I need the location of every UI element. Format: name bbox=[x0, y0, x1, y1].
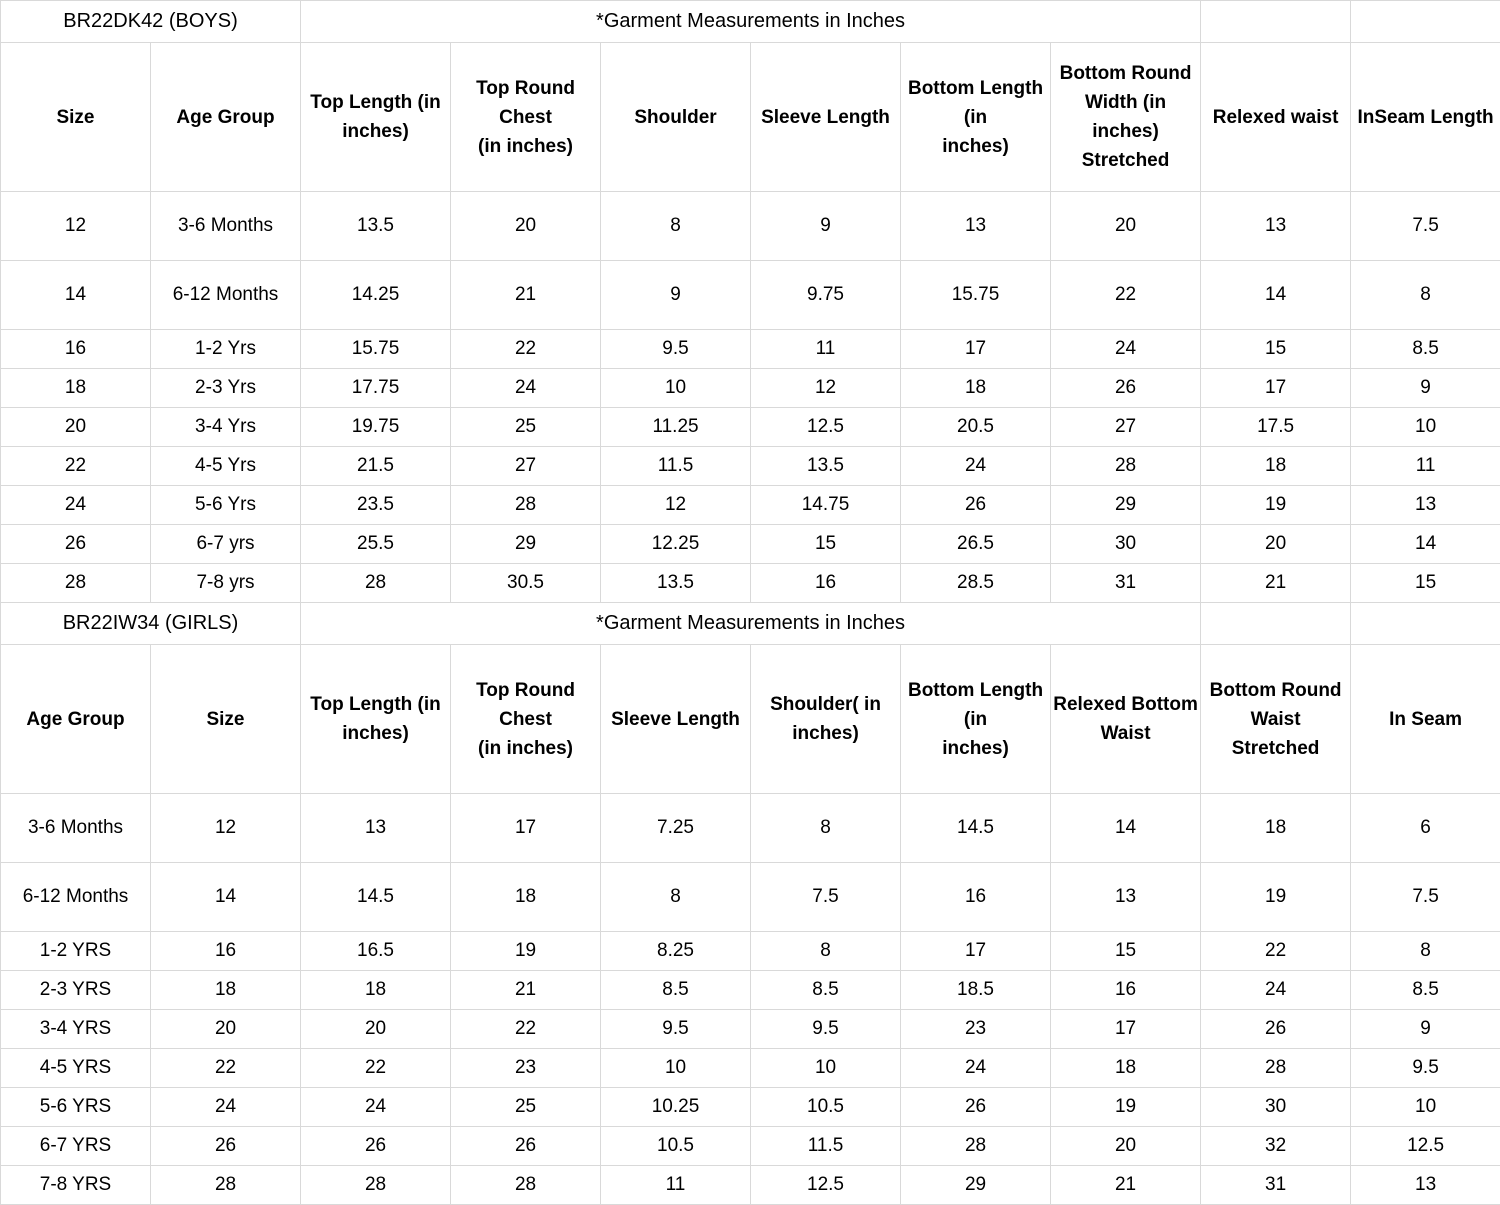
girls-table-cell: 18 bbox=[301, 971, 451, 1010]
girls-table-row bbox=[1, 863, 1500, 932]
empty-cell bbox=[1201, 603, 1351, 645]
girls-table-cell: 19 bbox=[1201, 863, 1351, 932]
girls-table-cell: 24 bbox=[1201, 971, 1351, 1010]
girls-table-cell: 6 bbox=[1351, 794, 1500, 863]
girls-column-header bbox=[1051, 645, 1201, 794]
boys-table-cell: 14.75 bbox=[751, 486, 901, 525]
boys-column-header-label: InSeam Length bbox=[1353, 103, 1498, 132]
girls-table-cell: 9 bbox=[1351, 1010, 1500, 1049]
girls-table-cell: 10.5 bbox=[601, 1127, 751, 1166]
girls-table-cell: 19 bbox=[451, 932, 601, 971]
boys-column-header bbox=[751, 43, 901, 192]
girls-table-cell: 28 bbox=[301, 1166, 451, 1205]
girls-table-cell: 30 bbox=[1201, 1088, 1351, 1127]
girls-table-cell: 8 bbox=[751, 932, 901, 971]
girls-table-cell: 18 bbox=[1201, 794, 1351, 863]
boys-column-header bbox=[301, 43, 451, 192]
boys-table-row bbox=[1, 525, 1500, 564]
boys-table-cell: 20 bbox=[1201, 525, 1351, 564]
boys-table-cell: 30 bbox=[1051, 525, 1201, 564]
boys-table-cell: 18 bbox=[1, 369, 151, 408]
boys-table-cell: 12.25 bbox=[601, 525, 751, 564]
boys-column-header bbox=[601, 43, 751, 192]
girls-table-cell: 18 bbox=[451, 863, 601, 932]
boys-section-subtitle: *Garment Measurements in Inches bbox=[301, 1, 1201, 43]
girls-table-cell: 31 bbox=[1201, 1166, 1351, 1205]
boys-table-cell: 8 bbox=[1351, 261, 1500, 330]
boys-table-cell: 26 bbox=[1, 525, 151, 564]
boys-table-cell: 26 bbox=[901, 486, 1051, 525]
boys-table-cell: 31 bbox=[1051, 564, 1201, 603]
girls-column-header bbox=[451, 645, 601, 794]
boys-table-cell: 25.5 bbox=[301, 525, 451, 564]
boys-table-cell: 28 bbox=[1051, 447, 1201, 486]
girls-table-row bbox=[1, 1166, 1500, 1205]
girls-table-cell: 8.5 bbox=[601, 971, 751, 1010]
boys-table-row bbox=[1, 447, 1500, 486]
boys-table-cell: 30.5 bbox=[451, 564, 601, 603]
boys-table-cell: 28 bbox=[301, 564, 451, 603]
boys-column-header bbox=[151, 43, 301, 192]
boys-table-cell: 14 bbox=[1201, 261, 1351, 330]
girls-table-cell: 26 bbox=[901, 1088, 1051, 1127]
boys-table-cell: 11 bbox=[751, 330, 901, 369]
girls-table-cell: 22 bbox=[1201, 932, 1351, 971]
boys-table-cell: 15 bbox=[1351, 564, 1500, 603]
girls-column-header bbox=[901, 645, 1051, 794]
boys-table-cell: 13 bbox=[1351, 486, 1500, 525]
boys-table-cell: 6-7 yrs bbox=[151, 525, 301, 564]
girls-column-header bbox=[1201, 645, 1351, 794]
boys-table-cell: 24 bbox=[1051, 330, 1201, 369]
girls-table-cell: 7.5 bbox=[751, 863, 901, 932]
boys-table-row bbox=[1, 369, 1500, 408]
empty-cell bbox=[1351, 1, 1500, 43]
boys-table-cell: 20 bbox=[451, 192, 601, 261]
boys-table-cell: 12 bbox=[1, 192, 151, 261]
boys-table-cell: 19 bbox=[1201, 486, 1351, 525]
girls-column-header-label: In Seam bbox=[1353, 705, 1498, 734]
boys-table-cell: 9 bbox=[601, 261, 751, 330]
girls-column-header bbox=[301, 645, 451, 794]
girls-title-row bbox=[1, 603, 1500, 645]
girls-table-cell: 18.5 bbox=[901, 971, 1051, 1010]
boys-table-row bbox=[1, 330, 1500, 369]
girls-table-cell: 7.5 bbox=[1351, 863, 1500, 932]
boys-column-header-label: Bottom Length (in inches) bbox=[903, 74, 1048, 161]
boys-table-cell: 15.75 bbox=[301, 330, 451, 369]
boys-table-cell: 24 bbox=[1, 486, 151, 525]
girls-table-cell: 13 bbox=[301, 794, 451, 863]
boys-column-header-label: Top Length (in inches) bbox=[303, 88, 448, 146]
boys-table-cell: 12 bbox=[751, 369, 901, 408]
boys-table-cell: 22 bbox=[1, 447, 151, 486]
boys-table-cell: 6-12 Months bbox=[151, 261, 301, 330]
girls-column-header-label: Shoulder( in inches) bbox=[753, 690, 898, 748]
girls-table-cell: 23 bbox=[901, 1010, 1051, 1049]
girls-table-cell: 8.25 bbox=[601, 932, 751, 971]
size-chart-body bbox=[1, 1, 1500, 1205]
boys-table-cell: 18 bbox=[901, 369, 1051, 408]
boys-table-cell: 16 bbox=[751, 564, 901, 603]
girls-table-cell: 28 bbox=[451, 1166, 601, 1205]
boys-table-cell: 8 bbox=[601, 192, 751, 261]
boys-table-cell: 8.5 bbox=[1351, 330, 1500, 369]
girls-column-header bbox=[751, 645, 901, 794]
boys-table-cell: 25 bbox=[451, 408, 601, 447]
girls-section-subtitle: *Garment Measurements in Inches bbox=[301, 603, 1201, 645]
girls-column-header-label: Age Group bbox=[3, 705, 148, 734]
girls-table-cell: 12 bbox=[151, 794, 301, 863]
boys-table-cell: 2-3 Yrs bbox=[151, 369, 301, 408]
girls-table-cell: 8 bbox=[601, 863, 751, 932]
girls-table-row bbox=[1, 1010, 1500, 1049]
girls-table-cell: 32 bbox=[1201, 1127, 1351, 1166]
girls-table-cell: 20 bbox=[151, 1010, 301, 1049]
girls-table-cell: 8 bbox=[751, 794, 901, 863]
girls-table-cell: 22 bbox=[301, 1049, 451, 1088]
girls-column-header bbox=[151, 645, 301, 794]
boys-table-cell: 11.25 bbox=[601, 408, 751, 447]
girls-table-cell: 28 bbox=[151, 1166, 301, 1205]
empty-cell bbox=[1201, 1, 1351, 43]
boys-column-header-label: Relexed waist bbox=[1203, 103, 1348, 132]
girls-column-header bbox=[601, 645, 751, 794]
boys-table-cell: 27 bbox=[451, 447, 601, 486]
boys-column-header-label: Size bbox=[3, 103, 148, 132]
boys-table-row bbox=[1, 261, 1500, 330]
boys-table-cell: 26.5 bbox=[901, 525, 1051, 564]
boys-column-header-label: Bottom Round Width (in inches) Stretched bbox=[1053, 59, 1198, 175]
girls-table-row bbox=[1, 932, 1500, 971]
boys-table-cell: 22 bbox=[451, 330, 601, 369]
boys-table-cell: 26 bbox=[1051, 369, 1201, 408]
boys-table-cell: 20.5 bbox=[901, 408, 1051, 447]
boys-column-header bbox=[1051, 43, 1201, 192]
girls-table-cell: 13 bbox=[1051, 863, 1201, 932]
boys-table-cell: 22 bbox=[1051, 261, 1201, 330]
girls-table-row bbox=[1, 1088, 1500, 1127]
boys-table-cell: 24 bbox=[451, 369, 601, 408]
girls-table-cell: 25 bbox=[451, 1088, 601, 1127]
boys-table-cell: 28 bbox=[1, 564, 151, 603]
girls-table-cell: 17 bbox=[451, 794, 601, 863]
girls-table-cell: 24 bbox=[901, 1049, 1051, 1088]
boys-table-cell: 9.75 bbox=[751, 261, 901, 330]
girls-table-cell: 3-6 Months bbox=[1, 794, 151, 863]
boys-table-cell: 3-4 Yrs bbox=[151, 408, 301, 447]
girls-table-cell: 28 bbox=[901, 1127, 1051, 1166]
girls-table-cell: 14 bbox=[151, 863, 301, 932]
boys-table-cell: 21.5 bbox=[301, 447, 451, 486]
girls-table-row bbox=[1, 794, 1500, 863]
girls-table-cell: 28 bbox=[1201, 1049, 1351, 1088]
girls-table-cell: 3-4 YRS bbox=[1, 1010, 151, 1049]
boys-table-row bbox=[1, 564, 1500, 603]
girls-table-cell: 10 bbox=[751, 1049, 901, 1088]
boys-table-cell: 4-5 Yrs bbox=[151, 447, 301, 486]
boys-table-cell: 21 bbox=[1201, 564, 1351, 603]
boys-column-header-label: Top Round Chest (in inches) bbox=[453, 74, 598, 161]
girls-column-header-label: Bottom Round Waist Stretched bbox=[1203, 676, 1348, 763]
boys-table-cell: 13 bbox=[1201, 192, 1351, 261]
girls-table-row bbox=[1, 1049, 1500, 1088]
girls-table-cell: 16.5 bbox=[301, 932, 451, 971]
girls-table-cell: 9.5 bbox=[751, 1010, 901, 1049]
girls-table-cell: 11.5 bbox=[751, 1127, 901, 1166]
boys-header-row bbox=[1, 43, 1500, 192]
boys-table-cell: 17.5 bbox=[1201, 408, 1351, 447]
girls-table-cell: 7-8 YRS bbox=[1, 1166, 151, 1205]
girls-table-cell: 12.5 bbox=[751, 1166, 901, 1205]
girls-table-cell: 1-2 YRS bbox=[1, 932, 151, 971]
girls-table-cell: 9.5 bbox=[1351, 1049, 1500, 1088]
girls-table-cell: 21 bbox=[1051, 1166, 1201, 1205]
boys-table-cell: 28.5 bbox=[901, 564, 1051, 603]
girls-table-cell: 13 bbox=[1351, 1166, 1500, 1205]
girls-header-row bbox=[1, 645, 1500, 794]
boys-table-cell: 10 bbox=[601, 369, 751, 408]
boys-table-cell: 29 bbox=[1051, 486, 1201, 525]
boys-table-cell: 14.25 bbox=[301, 261, 451, 330]
girls-table-cell: 15 bbox=[1051, 932, 1201, 971]
boys-table-row bbox=[1, 486, 1500, 525]
boys-table-cell: 17 bbox=[1201, 369, 1351, 408]
boys-table-cell: 9.5 bbox=[601, 330, 751, 369]
boys-table-cell: 1-2 Yrs bbox=[151, 330, 301, 369]
girls-table-cell: 7.25 bbox=[601, 794, 751, 863]
girls-table-cell: 10.25 bbox=[601, 1088, 751, 1127]
girls-table-cell: 9.5 bbox=[601, 1010, 751, 1049]
boys-column-header bbox=[451, 43, 601, 192]
boys-table-cell: 5-6 Yrs bbox=[151, 486, 301, 525]
girls-table-cell: 16 bbox=[901, 863, 1051, 932]
boys-table-cell: 13.5 bbox=[301, 192, 451, 261]
girls-table-cell: 12.5 bbox=[1351, 1127, 1500, 1166]
boys-table-cell: 11.5 bbox=[601, 447, 751, 486]
boys-table-cell: 21 bbox=[451, 261, 601, 330]
boys-title-row bbox=[1, 1, 1500, 43]
girls-table-cell: 10 bbox=[1351, 1088, 1500, 1127]
boys-column-header bbox=[901, 43, 1051, 192]
boys-column-header-label: Sleeve Length bbox=[753, 103, 898, 132]
girls-table-cell: 6-7 YRS bbox=[1, 1127, 151, 1166]
girls-table-cell: 8.5 bbox=[1351, 971, 1500, 1010]
girls-table-cell: 18 bbox=[1051, 1049, 1201, 1088]
girls-table-cell: 26 bbox=[301, 1127, 451, 1166]
girls-table-cell: 17 bbox=[901, 932, 1051, 971]
girls-table-cell: 20 bbox=[301, 1010, 451, 1049]
boys-table-cell: 3-6 Months bbox=[151, 192, 301, 261]
girls-table-cell: 16 bbox=[151, 932, 301, 971]
girls-table-cell: 18 bbox=[151, 971, 301, 1010]
girls-column-header-label: Size bbox=[153, 705, 298, 734]
girls-table-cell: 17 bbox=[1051, 1010, 1201, 1049]
girls-table-cell: 5-6 YRS bbox=[1, 1088, 151, 1127]
girls-table-cell: 11 bbox=[601, 1166, 751, 1205]
girls-table-cell: 8 bbox=[1351, 932, 1500, 971]
girls-column-header bbox=[1, 645, 151, 794]
girls-table-cell: 24 bbox=[151, 1088, 301, 1127]
girls-column-header-label: Relexed Bottom Waist bbox=[1053, 690, 1198, 748]
boys-table-cell: 17 bbox=[901, 330, 1051, 369]
boys-table-cell: 9 bbox=[1351, 369, 1500, 408]
boys-table-cell: 15 bbox=[1201, 330, 1351, 369]
girls-table-cell: 14.5 bbox=[901, 794, 1051, 863]
girls-table-cell: 24 bbox=[301, 1088, 451, 1127]
boys-table-cell: 12 bbox=[601, 486, 751, 525]
boys-table-cell: 15.75 bbox=[901, 261, 1051, 330]
girls-column-header-label: Top Length (in inches) bbox=[303, 690, 448, 748]
boys-table-cell: 14 bbox=[1, 261, 151, 330]
boys-table-cell: 7-8 yrs bbox=[151, 564, 301, 603]
boys-table-cell: 13.5 bbox=[751, 447, 901, 486]
boys-section-title: BR22DK42 (BOYS) bbox=[1, 1, 301, 43]
girls-table-cell: 6-12 Months bbox=[1, 863, 151, 932]
boys-table-cell: 7.5 bbox=[1351, 192, 1500, 261]
girls-table-row bbox=[1, 971, 1500, 1010]
girls-section-title: BR22IW34 (GIRLS) bbox=[1, 603, 301, 645]
girls-table-cell: 4-5 YRS bbox=[1, 1049, 151, 1088]
girls-column-header-label: Bottom Length (in inches) bbox=[903, 676, 1048, 763]
girls-column-header bbox=[1351, 645, 1500, 794]
boys-column-header-label: Shoulder bbox=[603, 103, 748, 132]
boys-table-cell: 13 bbox=[901, 192, 1051, 261]
girls-table-cell: 10 bbox=[601, 1049, 751, 1088]
girls-table-cell: 2-3 YRS bbox=[1, 971, 151, 1010]
boys-table-row bbox=[1, 192, 1500, 261]
boys-table-cell: 12.5 bbox=[751, 408, 901, 447]
boys-table-cell: 17.75 bbox=[301, 369, 451, 408]
boys-table-row bbox=[1, 408, 1500, 447]
empty-cell bbox=[1351, 603, 1500, 645]
girls-table-cell: 16 bbox=[1051, 971, 1201, 1010]
boys-table-cell: 20 bbox=[1, 408, 151, 447]
boys-column-header-label: Age Group bbox=[153, 103, 298, 132]
boys-column-header bbox=[1201, 43, 1351, 192]
girls-table-cell: 21 bbox=[451, 971, 601, 1010]
girls-column-header-label: Top Round Chest (in inches) bbox=[453, 676, 598, 763]
boys-table-cell: 29 bbox=[451, 525, 601, 564]
girls-table-cell: 26 bbox=[151, 1127, 301, 1166]
boys-table-cell: 15 bbox=[751, 525, 901, 564]
boys-table-cell: 24 bbox=[901, 447, 1051, 486]
boys-table-cell: 16 bbox=[1, 330, 151, 369]
boys-table-cell: 23.5 bbox=[301, 486, 451, 525]
girls-table-cell: 26 bbox=[451, 1127, 601, 1166]
boys-table-cell: 20 bbox=[1051, 192, 1201, 261]
girls-table-cell: 29 bbox=[901, 1166, 1051, 1205]
girls-table-cell: 20 bbox=[1051, 1127, 1201, 1166]
boys-table-cell: 13.5 bbox=[601, 564, 751, 603]
girls-table-cell: 14 bbox=[1051, 794, 1201, 863]
girls-table-cell: 22 bbox=[151, 1049, 301, 1088]
girls-column-header-label: Sleeve Length bbox=[603, 705, 748, 734]
girls-table-cell: 10.5 bbox=[751, 1088, 901, 1127]
boys-column-header bbox=[1351, 43, 1500, 192]
boys-table-cell: 18 bbox=[1201, 447, 1351, 486]
boys-table-cell: 14 bbox=[1351, 525, 1500, 564]
girls-table-cell: 19 bbox=[1051, 1088, 1201, 1127]
boys-column-header bbox=[1, 43, 151, 192]
boys-table-cell: 28 bbox=[451, 486, 601, 525]
boys-table-cell: 9 bbox=[751, 192, 901, 261]
boys-table-cell: 10 bbox=[1351, 408, 1500, 447]
girls-table-cell: 14.5 bbox=[301, 863, 451, 932]
girls-table-cell: 22 bbox=[451, 1010, 601, 1049]
girls-table-row bbox=[1, 1127, 1500, 1166]
girls-table-cell: 8.5 bbox=[751, 971, 901, 1010]
boys-table-cell: 11 bbox=[1351, 447, 1500, 486]
boys-table-cell: 19.75 bbox=[301, 408, 451, 447]
girls-table-cell: 23 bbox=[451, 1049, 601, 1088]
girls-table-cell: 26 bbox=[1201, 1010, 1351, 1049]
boys-table-cell: 27 bbox=[1051, 408, 1201, 447]
